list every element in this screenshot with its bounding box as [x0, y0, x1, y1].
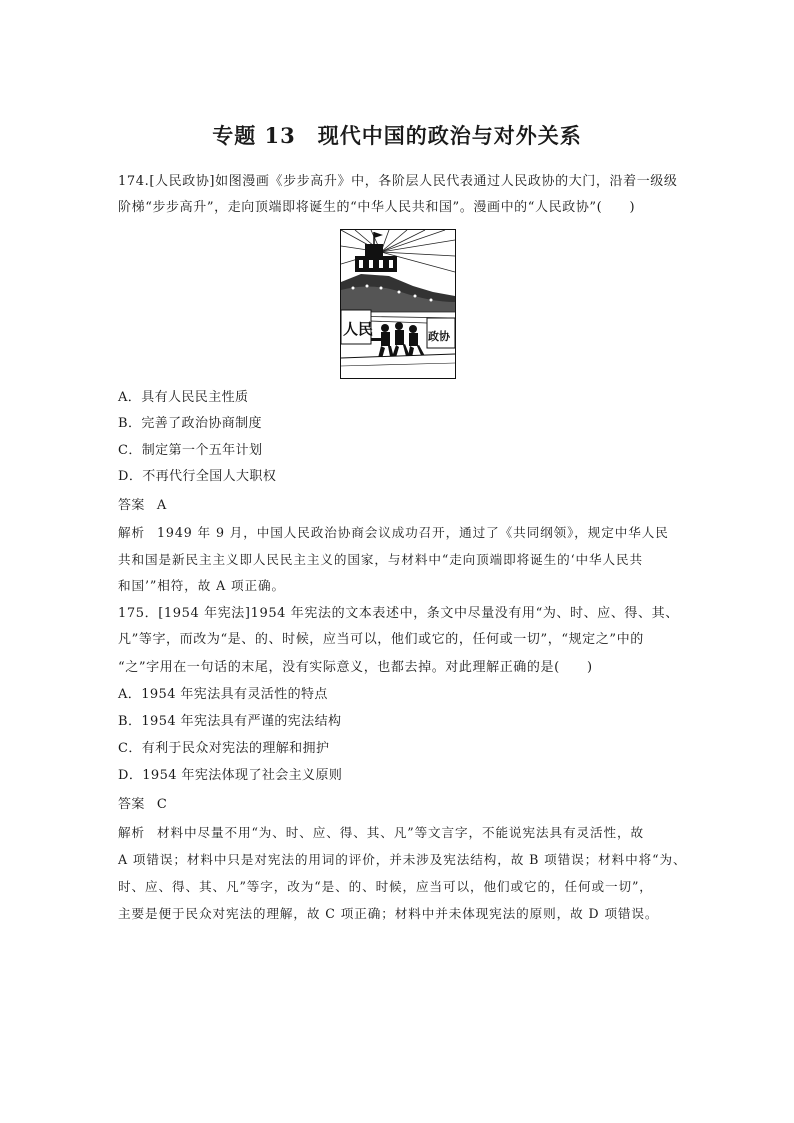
- cartoon-sign-right: 政协: [428, 330, 450, 343]
- q174-answer: [118, 498, 167, 514]
- q175-explanation-line-3: 时、应、得、其、凡”等字，改为“是、的、时候，应当可以，他们或它的，任何或一切”，: [118, 879, 653, 894]
- q175-option-c: C．有利于民众对宪法的理解和拥护: [118, 741, 330, 756]
- q174-explanation-line-1: [118, 525, 669, 541]
- q174-stem-line-1: 174.[人民政协]如图漫画《步步高升》中，各阶层人民代表通过人民政协的大门，沿着一级级: [118, 174, 678, 189]
- explanation-label: 解析: [118, 525, 145, 540]
- answer-value: C: [156, 797, 168, 812]
- q175-option-a: A．1954 年宪法具有灵活性的特点: [118, 687, 328, 702]
- answer-label: 答案: [118, 498, 145, 513]
- answer-label: 答案: [118, 797, 145, 812]
- q175-answer: [118, 797, 167, 813]
- q174-option-d: D．不再代行全国人大职权: [118, 469, 277, 484]
- q175-stem-line-2: 凡”等字，而改为“是、的、时候，应当可以，他们或它的，任何或一切”，“规定之”中的: [118, 632, 644, 647]
- q175-explanation-line-1: [118, 825, 644, 841]
- q174-option-c: C．制定第一个五年计划: [118, 443, 263, 458]
- q175-stem-line-3: “之”字用在一句话的末尾，没有实际意义，也都去掉。对此理解正确的是( ): [118, 660, 593, 675]
- q174-explanation-line-2: 共和国是新民主主义即人民民主主义的国家，与材料中“走向顶端即将诞生的‘中华人民共: [118, 552, 644, 567]
- q174-explanation-line-3: 和国’”相符，故 A 项正确。: [118, 578, 285, 593]
- q175-option-d: D．1954 年宪法体现了社会主义原则: [118, 768, 343, 783]
- q175-option-b: B．1954 年宪法具有严谨的宪法结构: [118, 714, 342, 729]
- cartoon-image: [340, 229, 456, 379]
- q175-explanation-line-4: 主要是便于民众对宪法的理解，故 C 项正确；材料中并未体现宪法的原则，故 D 项错误。: [118, 906, 659, 921]
- q174-option-a: A．具有人民民主性质: [118, 390, 249, 405]
- page-title: 专题 13 现代中国的政治与对外关系: [212, 123, 582, 148]
- explanation-text: 1949 年 9 月，中国人民政治协商会议成功召开，通过了《共同纲领》，规定中华人民: [157, 525, 669, 540]
- q174-stem-line-2: 阶梯“步步高升”，走向顶端即将诞生的“中华人民共和国”。漫画中的“人民政协”( ): [118, 200, 636, 215]
- answer-value: A: [156, 498, 167, 513]
- q174-option-b: B．完善了政治协商制度: [118, 416, 262, 431]
- explanation-text: 材料中尽量不用“为、时、应、得、其、凡”等文言字，不能说宪法具有灵活性，故: [157, 825, 644, 840]
- q175-explanation-line-2: A 项错误；材料中只是对宪法的用词的评价，并未涉及宪法结构，故 B 项错误；材料中将“为、: [118, 852, 687, 867]
- explanation-label: 解析: [118, 825, 145, 840]
- q175-stem-line-1: 175．[1954 年宪法]1954 年宪法的文本表述中，条文中尽量没有用“为、时、应、得、其、: [118, 606, 679, 621]
- cartoon-sign-left: 人民: [343, 320, 374, 338]
